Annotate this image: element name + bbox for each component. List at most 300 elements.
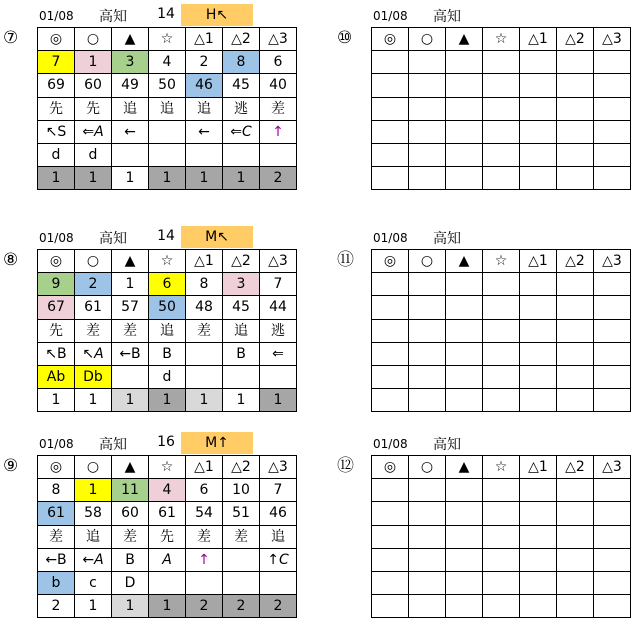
grid-cell: 追 (186, 97, 223, 120)
grid-cell (223, 548, 260, 571)
grid-cell: D (112, 571, 149, 594)
grid-cell: 1 (38, 389, 75, 412)
grid-cell (520, 143, 557, 166)
grid-cell: 6 (186, 479, 223, 502)
grid-cell: 46 (260, 502, 297, 525)
score-row (372, 296, 631, 319)
grid-cell (409, 502, 446, 525)
race-date: 01/08 (39, 9, 74, 23)
grid-cell (409, 571, 446, 594)
grid-cell: ↑C (260, 548, 297, 571)
column-header: ◎ (38, 250, 75, 273)
style-row (372, 525, 631, 548)
grid-cell (483, 51, 520, 74)
grid-cell (409, 365, 446, 388)
grid-cell (557, 365, 594, 388)
grid-cell (557, 97, 594, 120)
grid-cell (223, 571, 260, 594)
grid-cell (446, 571, 483, 594)
grid-cell: 2 (223, 595, 260, 618)
grid-cell: ⇐ (260, 342, 297, 365)
grid-cell: 1 (223, 167, 260, 190)
grid-cell: 50 (149, 296, 186, 319)
prediction-grid (37, 249, 297, 412)
column-header: △1 (520, 456, 557, 479)
grid-cell (483, 74, 520, 97)
grid-cell (372, 167, 409, 190)
grid-cell (483, 319, 520, 342)
grid-cell: 54 (186, 502, 223, 525)
grid-cell (446, 502, 483, 525)
grid-cell (446, 548, 483, 571)
grid-cell (372, 571, 409, 594)
grid-cell (372, 502, 409, 525)
race-venue: 高知 (99, 9, 127, 25)
race-date: 01/08 (373, 437, 408, 451)
grid-cell (483, 525, 520, 548)
grid-cell (409, 273, 446, 296)
grid-cell (149, 143, 186, 166)
grid-cell: 61 (38, 502, 75, 525)
grid-cell: 6 (260, 51, 297, 74)
grid-cell (372, 365, 409, 388)
grid-cell: ↑ (260, 120, 297, 143)
grid-cell (557, 296, 594, 319)
style-row (38, 525, 297, 548)
race-mark: M↖ (181, 226, 253, 248)
column-header: ▲ (112, 28, 149, 51)
grid-cell: 51 (223, 502, 260, 525)
grid-cell (594, 273, 631, 296)
horse-number-row (38, 51, 297, 74)
grid-cell (594, 167, 631, 190)
grid-cell: 差 (186, 319, 223, 342)
grid-cell (520, 525, 557, 548)
grid-cell: 先 (75, 97, 112, 120)
grid-cell (483, 548, 520, 571)
grid-cell: ←A (75, 548, 112, 571)
grid-cell (557, 389, 594, 412)
column-header: ▲ (446, 456, 483, 479)
column-header: ☆ (483, 250, 520, 273)
grid-cell: 先 (38, 97, 75, 120)
grid-cell: b (38, 571, 75, 594)
grid-cell (594, 525, 631, 548)
grid-cell: 先 (149, 525, 186, 548)
count-row (38, 389, 297, 412)
grid-cell (483, 595, 520, 618)
grid-cell: 1 (149, 595, 186, 618)
prediction-grid (37, 455, 297, 618)
grid-cell (557, 273, 594, 296)
column-header: ☆ (483, 456, 520, 479)
grid-cell (520, 571, 557, 594)
rank-row (38, 143, 297, 166)
grid-cell (409, 479, 446, 502)
grid-cell (446, 143, 483, 166)
grid-cell: 46 (186, 74, 223, 97)
grid-cell: 67 (38, 296, 75, 319)
rank-row (372, 143, 631, 166)
grid-cell (446, 365, 483, 388)
grid-cell: ⇐C (223, 120, 260, 143)
race-venue: 高知 (99, 231, 127, 247)
grid-cell: 1 (112, 389, 149, 412)
grid-cell: 差 (112, 319, 149, 342)
grid-cell: 4 (149, 51, 186, 74)
style-row (38, 319, 297, 342)
grid-cell: 1 (112, 273, 149, 296)
horse-number-row (38, 273, 297, 296)
grid-cell (223, 143, 260, 166)
grid-cell (409, 525, 446, 548)
grid-cell: 追 (149, 97, 186, 120)
grid-cell: 7 (260, 273, 297, 296)
grid-cell (372, 296, 409, 319)
column-header: ☆ (483, 28, 520, 51)
grid-cell (446, 389, 483, 412)
race-mark: H↖ (181, 4, 253, 26)
panel-number: ⑧ (3, 250, 19, 270)
grid-cell: 3 (112, 51, 149, 74)
column-header: ○ (409, 28, 446, 51)
column-header: △3 (594, 250, 631, 273)
grid-cell: 60 (112, 502, 149, 525)
grid-cell (520, 51, 557, 74)
column-header: △1 (520, 28, 557, 51)
grid-cell (520, 273, 557, 296)
grid-cell: 7 (260, 479, 297, 502)
grid-cell: 1 (75, 389, 112, 412)
grid-cell: ↖B (38, 342, 75, 365)
panel-header (371, 226, 631, 248)
grid-cell (446, 479, 483, 502)
grid-cell (557, 120, 594, 143)
grid-cell (260, 143, 297, 166)
grid-cell (186, 342, 223, 365)
column-header: ○ (75, 28, 112, 51)
grid-cell: 1 (186, 389, 223, 412)
column-header: △3 (260, 28, 297, 51)
grid-cell (372, 51, 409, 74)
grid-cell (409, 51, 446, 74)
grid-cell: 44 (260, 296, 297, 319)
grid-cell (260, 365, 297, 388)
grid-cell: Db (75, 365, 112, 388)
grid-cell: 49 (112, 74, 149, 97)
race-mark: M↑ (181, 432, 253, 454)
column-header: △1 (186, 28, 223, 51)
grid-cell: 45 (223, 74, 260, 97)
count-row (372, 389, 631, 412)
grid-cell: 8 (38, 479, 75, 502)
grid-cell: 57 (112, 296, 149, 319)
grid-cell: 1 (75, 479, 112, 502)
column-header: △3 (260, 456, 297, 479)
count-row (372, 167, 631, 190)
grid-cell (483, 365, 520, 388)
prediction-grid (371, 249, 631, 412)
grid-cell: ← (112, 120, 149, 143)
grid-cell (372, 319, 409, 342)
position-row (372, 120, 631, 143)
column-header: ▲ (112, 456, 149, 479)
grid-cell: 2 (186, 595, 223, 618)
grid-cell (520, 548, 557, 571)
header-row (38, 456, 297, 479)
grid-cell: 10 (223, 479, 260, 502)
grid-cell: 逃 (223, 97, 260, 120)
grid-cell (594, 389, 631, 412)
grid-cell: ↖A (75, 342, 112, 365)
position-row (38, 548, 297, 571)
grid-cell: 差 (112, 525, 149, 548)
column-header: △2 (557, 456, 594, 479)
grid-cell: 差 (223, 525, 260, 548)
grid-cell (446, 296, 483, 319)
column-header: ▲ (446, 28, 483, 51)
grid-cell (260, 571, 297, 594)
grid-cell (372, 595, 409, 618)
race-date: 01/08 (373, 9, 408, 23)
position-row (38, 120, 297, 143)
column-header: △3 (260, 250, 297, 273)
grid-cell (520, 120, 557, 143)
grid-cell (557, 51, 594, 74)
grid-cell: 1 (149, 167, 186, 190)
grid-cell (483, 389, 520, 412)
grid-cell (483, 143, 520, 166)
grid-cell (520, 342, 557, 365)
grid-cell: 差 (186, 525, 223, 548)
race-date: 01/08 (39, 437, 74, 451)
panel-number: ⑨ (3, 456, 19, 476)
rank-row (372, 571, 631, 594)
grid-cell (112, 143, 149, 166)
grid-cell: 1 (149, 389, 186, 412)
position-row (38, 342, 297, 365)
grid-cell (557, 571, 594, 594)
grid-cell: 追 (75, 525, 112, 548)
grid-cell (594, 143, 631, 166)
header-row (372, 28, 631, 51)
grid-cell: 追 (112, 97, 149, 120)
grid-cell: 50 (149, 74, 186, 97)
horse-number-row (372, 273, 631, 296)
prediction-grid (37, 27, 297, 190)
rank-row (372, 365, 631, 388)
grid-cell (409, 342, 446, 365)
grid-cell: 1 (75, 595, 112, 618)
grid-cell (446, 525, 483, 548)
panel-header (371, 4, 631, 26)
header-row (38, 28, 297, 51)
column-header: △1 (520, 250, 557, 273)
grid-cell (520, 319, 557, 342)
grid-cell: 1 (75, 167, 112, 190)
grid-cell: 差 (260, 97, 297, 120)
column-header: ○ (409, 250, 446, 273)
grid-cell: 48 (186, 296, 223, 319)
grid-cell (372, 389, 409, 412)
grid-cell (557, 167, 594, 190)
grid-cell (594, 120, 631, 143)
grid-cell (446, 342, 483, 365)
grid-cell (483, 120, 520, 143)
grid-cell (520, 595, 557, 618)
column-header: ☆ (149, 28, 186, 51)
score-row (372, 74, 631, 97)
horse-number-row (372, 51, 631, 74)
grid-cell: c (75, 571, 112, 594)
grid-cell (372, 120, 409, 143)
column-header: △3 (594, 456, 631, 479)
panel-header (37, 432, 297, 454)
grid-cell (446, 595, 483, 618)
grid-cell: 61 (149, 502, 186, 525)
grid-cell (112, 365, 149, 388)
grid-cell: 9 (38, 273, 75, 296)
grid-cell (409, 548, 446, 571)
grid-cell (483, 273, 520, 296)
grid-cell: 40 (260, 74, 297, 97)
grid-cell (483, 502, 520, 525)
header-row (372, 456, 631, 479)
grid-cell (409, 143, 446, 166)
grid-cell (520, 167, 557, 190)
grid-cell: 追 (260, 525, 297, 548)
grid-cell (186, 365, 223, 388)
rank-row (38, 571, 297, 594)
grid-cell: 2 (260, 595, 297, 618)
grid-cell (372, 74, 409, 97)
column-header: ☆ (149, 250, 186, 273)
column-header: △2 (557, 28, 594, 51)
count-row (38, 595, 297, 618)
grid-cell: 58 (75, 502, 112, 525)
column-header: ◎ (38, 456, 75, 479)
grid-cell: 1 (186, 167, 223, 190)
style-row (372, 97, 631, 120)
score-row (38, 296, 297, 319)
grid-cell: B (223, 342, 260, 365)
column-header: △2 (223, 250, 260, 273)
grid-cell (557, 525, 594, 548)
column-header: ◎ (38, 28, 75, 51)
column-header: ○ (75, 250, 112, 273)
grid-cell (594, 502, 631, 525)
grid-cell: ←B (112, 342, 149, 365)
count-row (38, 167, 297, 190)
grid-cell (557, 502, 594, 525)
grid-cell (372, 548, 409, 571)
grid-cell (446, 74, 483, 97)
prediction-grid (371, 455, 631, 618)
column-header: ◎ (372, 250, 409, 273)
grid-cell (520, 479, 557, 502)
style-row (372, 319, 631, 342)
column-header: △2 (223, 456, 260, 479)
grid-cell (372, 273, 409, 296)
panel-number: ⑩ (337, 28, 353, 48)
grid-cell (520, 296, 557, 319)
grid-cell (446, 167, 483, 190)
grid-cell (594, 479, 631, 502)
grid-cell (186, 143, 223, 166)
grid-cell: ⇐A (75, 120, 112, 143)
grid-cell: d (149, 365, 186, 388)
horse-number-row (372, 479, 631, 502)
grid-cell (594, 51, 631, 74)
grid-cell: 1 (223, 389, 260, 412)
style-row (38, 97, 297, 120)
grid-cell: 2 (186, 51, 223, 74)
grid-cell: 11 (112, 479, 149, 502)
score-row (38, 502, 297, 525)
grid-cell: 2 (260, 167, 297, 190)
grid-cell: Ab (38, 365, 75, 388)
column-header: △3 (594, 28, 631, 51)
rank-row (38, 365, 297, 388)
prediction-grid (371, 27, 631, 190)
score-row (38, 74, 297, 97)
grid-cell (557, 342, 594, 365)
race-number: 14 (157, 228, 175, 244)
grid-cell: 1 (112, 595, 149, 618)
grid-cell (483, 479, 520, 502)
grid-cell (372, 97, 409, 120)
grid-cell: 1 (260, 389, 297, 412)
grid-cell (409, 296, 446, 319)
grid-cell (557, 143, 594, 166)
header-row (372, 250, 631, 273)
grid-cell (483, 571, 520, 594)
race-number: 14 (157, 6, 175, 22)
column-header: ☆ (149, 456, 186, 479)
race-venue: 高知 (99, 437, 127, 453)
panel-number: ⑫ (337, 456, 354, 476)
grid-cell: d (38, 143, 75, 166)
grid-cell (594, 97, 631, 120)
grid-cell (409, 389, 446, 412)
grid-cell: 8 (223, 51, 260, 74)
grid-cell (409, 120, 446, 143)
grid-cell (557, 548, 594, 571)
grid-cell: 7 (38, 51, 75, 74)
grid-cell: 1 (38, 167, 75, 190)
grid-cell (594, 571, 631, 594)
grid-cell: 1 (112, 167, 149, 190)
race-venue: 高知 (433, 231, 461, 247)
grid-cell (409, 167, 446, 190)
race-venue: 高知 (433, 9, 461, 25)
grid-cell: B (149, 342, 186, 365)
grid-cell: ↑ (186, 548, 223, 571)
grid-cell (372, 342, 409, 365)
grid-cell (594, 342, 631, 365)
grid-cell: B (112, 548, 149, 571)
column-header: △1 (186, 456, 223, 479)
grid-cell (149, 571, 186, 594)
grid-cell: d (75, 143, 112, 166)
column-header: ○ (75, 456, 112, 479)
grid-cell (483, 296, 520, 319)
grid-cell (594, 296, 631, 319)
column-header: △2 (557, 250, 594, 273)
grid-cell (409, 595, 446, 618)
grid-cell: A (149, 548, 186, 571)
column-header: △1 (186, 250, 223, 273)
